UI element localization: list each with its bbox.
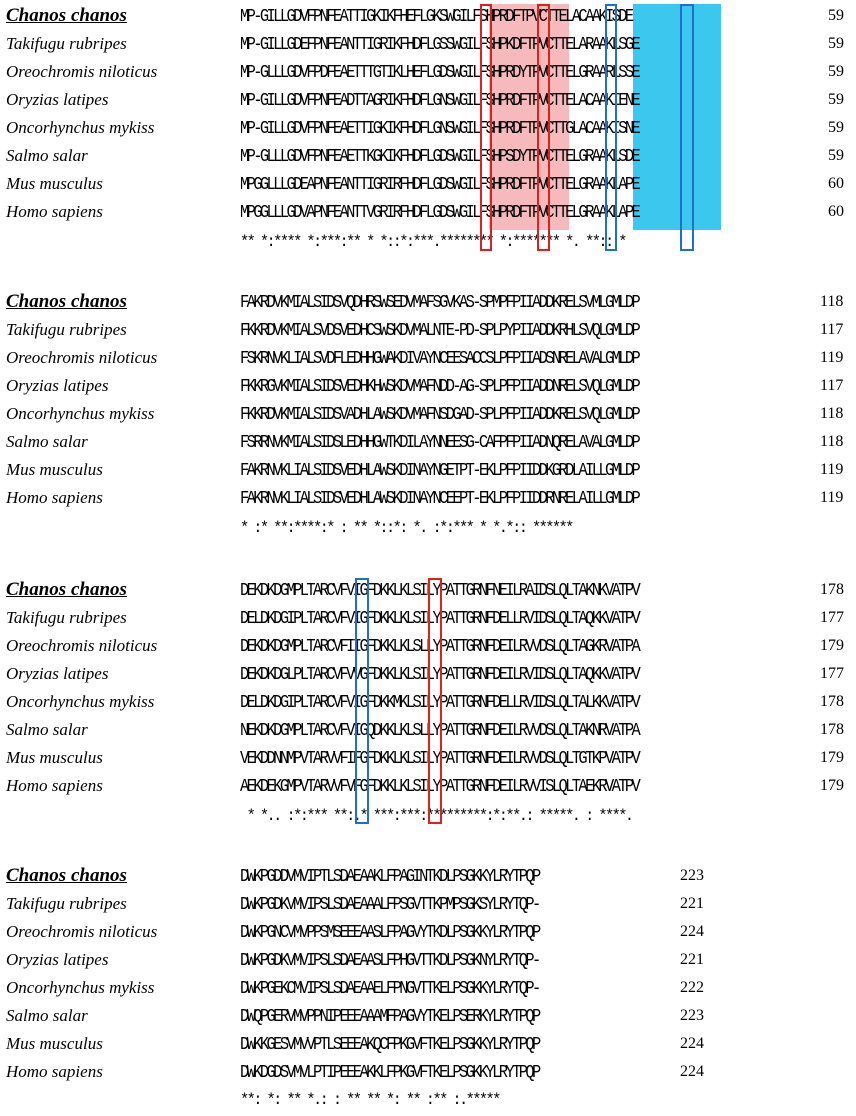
sequence: DWKPGNCVMVPPSMSEEEAASLFPAGVYTKDLPSGKKYLRYTPQP — [240, 921, 539, 943]
residue-count: 59 — [828, 147, 844, 164]
species-name: Oryzias latipes — [6, 90, 109, 109]
sequence-row — [0, 170, 856, 198]
residue-count: 118 — [820, 433, 844, 450]
residue-count: 119 — [820, 489, 844, 506]
conserved-site-box-blue — [680, 4, 694, 251]
species-name: Salmo salar — [6, 146, 88, 165]
species-name: Oryzias latipes — [6, 376, 109, 395]
species-name: Mus musculus — [6, 1034, 103, 1053]
species-name: Oncorhynchus mykiss — [6, 692, 155, 711]
species-name: Salmo salar — [6, 720, 88, 739]
species-name: Homo sapiens — [6, 488, 103, 507]
residue-count: 179 — [820, 749, 844, 766]
sequence: FAKRDVKMIALSIDSVQDHRSWSEDVMAFSGVKAS-SPMPFPIIADDKRELSVMLGMLDP — [240, 291, 639, 313]
residue-count: 60 — [828, 203, 844, 220]
sequence: FAKRNVKLIALSIDSVEDHLAWSKDINAYNCEEPT-EKLPFPIIDDRNRELAILLGMLDP — [240, 487, 639, 509]
sequence: MP-GILLGDVFPNFEATTIGKIKFHEFLGKSWGILFSHPRDFTPVCTTELACAAKISDE — [240, 5, 632, 27]
sequence-row — [0, 142, 856, 170]
sequence: DELDKDGIPLTARCVFVIGFDKKLKLSILYPATTGRNFDELLRVIDSLQLTAQKKVATPV — [240, 607, 639, 629]
sequence: DWQPGERVMVPPNIPEEEAAAMFPAGVYTKELPSERKYLRYTPQP — [240, 1005, 539, 1027]
sequence: DEKDKDGMPLTARCVFIIGFDKKLKLSLLYPATTGRNFDEILRVVDSLQLTAGKRVATPA — [240, 635, 639, 657]
sequence: DWKPGEKCMVIPSLSDAEAAELFPNGVTTKELPSGKKYLRYTQP- — [240, 977, 539, 999]
consensus-line: * *.. :*:*** **:.* ***:***:*********:*:**.: *****. : ****. — [240, 807, 632, 825]
residue-count: 119 — [820, 461, 844, 478]
species-name: Salmo salar — [6, 432, 88, 451]
species-name: Homo sapiens — [6, 202, 103, 221]
species-name: Oreochromis niloticus — [6, 636, 158, 655]
species-name: Takifugu rubripes — [6, 894, 127, 913]
residue-count: 117 — [820, 377, 844, 394]
species-name: Homo sapiens — [6, 776, 103, 795]
sequence-row — [0, 1058, 856, 1086]
species-name: Oryzias latipes — [6, 664, 109, 683]
active-site-box-red — [537, 4, 550, 251]
residue-count: 59 — [828, 7, 844, 24]
sequence: MP-GILLGDEFPNFEANTTIGRIKFHDFLGSSWGILFSHPKDFTPVCTTELARAAKLSGE — [240, 33, 639, 55]
residue-count: 177 — [820, 665, 844, 682]
sequence-row — [0, 2, 856, 30]
sequence-row — [0, 1002, 856, 1030]
species-name: Oncorhynchus mykiss — [6, 118, 155, 137]
sequence: VEKDDNNMPVTARVVFIFGFDKKLKLSILYPATTGRNFDEILRVVDSLQLTGTKPVATPV — [240, 747, 639, 769]
residue-count: 179 — [820, 777, 844, 794]
residue-count: 224 — [680, 1035, 704, 1052]
sequence: FKKRDVKMIALSIDSVADHLAWSKDVMAFNSDGAD-SPLPFPIIADDKRELSVQLGMLDP — [240, 403, 639, 425]
sequence: FKKRGVKMIALSIDSVEDHKHWSKDVMAFNDD-AG-SPLPFPIIADDNRELSVQLGMLDP — [240, 375, 639, 397]
sequence-row — [0, 974, 856, 1002]
residue-count: 178 — [820, 721, 844, 738]
sequence: NEKDKDGMPLTARCVFVIGQDKKLKLSLLYPATTGRNFDEILRVVDSLQLTAKNRVATPA — [240, 719, 639, 741]
sequence-row — [0, 288, 856, 316]
sequence-row — [0, 86, 856, 114]
species-name: Oryzias latipes — [6, 950, 109, 969]
species-name: Oreochromis niloticus — [6, 62, 158, 81]
sequence: AEKDEKGMPVTARVVFVFGFDKKLKLSILYPATTGRNFDEILRVVISLQLTAEKRVATPV — [240, 775, 639, 797]
sequence-row — [0, 114, 856, 142]
sequence: MP-GILLGDVFPNFEADTTAGRIKFHDFLGNSWGILFSHPRDFTPVCTTELACAAKIENE — [240, 89, 639, 111]
sequence-row — [0, 456, 856, 484]
sequence: FAKRNVKLIALSIDSVEDHLAWSKDINAYNGETPT-EKLPFPIIDDKGRDLAILLGMLDP — [240, 459, 639, 481]
species-name: Homo sapiens — [6, 1062, 103, 1081]
species-name: Chanos chanos — [6, 5, 127, 26]
residue-count: 221 — [680, 895, 704, 912]
species-name: Chanos chanos — [6, 865, 127, 886]
sequence-row — [0, 428, 856, 456]
consensus-line: ** *:**** *:***:** * *::*:***.******** *:******* *. **:: * — [240, 233, 625, 251]
sequence: DELDKDGIPLTARCVFVIGFDKKMKLSILYPATTGRNFDELLRVIDSLQLTALKKVATPV — [240, 691, 639, 713]
species-name: Takifugu rubripes — [6, 608, 127, 627]
sequence: FSRRNVKMIALSIDSLEDHHGWTKDILAYNNEESG-CAFPFPIIADNQRELAVALGMLDP — [240, 431, 639, 453]
residue-count: 223 — [680, 867, 704, 884]
residue-count: 59 — [828, 63, 844, 80]
species-name: Mus musculus — [6, 748, 103, 767]
sequence: FSKRNVKLIALSVDFLEDHHGWAKDIVAYNCEESACCSLPFPIIADSNRELAVALGMLDP — [240, 347, 639, 369]
residue-count: 59 — [828, 119, 844, 136]
consensus-line: * :* **:****:* : ** *::*: *. :*:*** * *.*:: ****** — [240, 519, 572, 537]
residue-count: 59 — [828, 91, 844, 108]
sequence: DWKPGDDVMVIPTLSDAEAAKLFPAGINTKDLPSGKKYLRYTPQP — [240, 865, 539, 887]
sequence-row — [0, 918, 856, 946]
conserved-site-box-blue — [605, 4, 617, 251]
residue-count: 178 — [820, 581, 844, 598]
residue-count: 118 — [820, 293, 844, 310]
sequence-row — [0, 484, 856, 512]
residue-count: 178 — [820, 693, 844, 710]
sequence: MP-GLLLGDVFPDFEAETTTGTIKLHEFLGDSWGILFSHPRDYTPVCTTELGRAARLSSE — [240, 61, 639, 83]
species-name: Salmo salar — [6, 1006, 88, 1025]
species-name: Chanos chanos — [6, 579, 127, 600]
sequence-row — [0, 400, 856, 428]
residue-count: 117 — [820, 321, 844, 338]
residue-count: 119 — [820, 349, 844, 366]
species-name: Oncorhynchus mykiss — [6, 978, 155, 997]
sequence-row — [0, 30, 856, 58]
sequence: MPGGLLLGDEAPNFEANTTIGRIRFHDFLGDSWGILFSHPRDFTPVCTTELGRAAKLAPE — [240, 173, 639, 195]
species-name: Oreochromis niloticus — [6, 348, 158, 367]
sequence-row — [0, 344, 856, 372]
sequence-row — [0, 58, 856, 86]
species-name: Oreochromis niloticus — [6, 922, 158, 941]
sequence: DWKDGDSVMVLPTIPEEEAKKLFPKGVFTKELPSGKKYLRYTPQP — [240, 1061, 539, 1083]
sequence: DWKPGDKVMVIPSLSDAEAAALFPSGVTTKPMPSGKSYLRYTQP- — [240, 893, 539, 915]
residue-count: 118 — [820, 405, 844, 422]
sequence-row — [0, 946, 856, 974]
residue-count: 59 — [828, 35, 844, 52]
species-name: Takifugu rubripes — [6, 34, 127, 53]
residue-count: 179 — [820, 637, 844, 654]
sequence-row — [0, 372, 856, 400]
sequence-row — [0, 862, 856, 890]
sequence: MP-GILLGDVFPNFEAETTIGKIKFHDFLGNSWGILFSHPRDFTPVCTTGLACAAKISNE — [240, 117, 639, 139]
sequence: DEKDKDGLPLTARCVFVVGFDKKLKLSILYPATTGRNFDEILRVIDSLQLTAQKKVATPV — [240, 663, 639, 685]
residue-count: 224 — [680, 923, 704, 940]
residue-count: 177 — [820, 609, 844, 626]
residue-count: 222 — [680, 979, 704, 996]
sequence-row — [0, 1030, 856, 1058]
species-name: Mus musculus — [6, 174, 103, 193]
consensus-line: **: *: ** *.: : ** ** *: ** :** :.***** — [240, 1091, 499, 1109]
active-site-box-red — [480, 4, 492, 251]
residue-count: 221 — [680, 951, 704, 968]
species-name: Takifugu rubripes — [6, 320, 127, 339]
sequence-row — [0, 316, 856, 344]
sequence: DWKKGESVMVVPTLSEEEAKQCFPKGVFTKELPSGKKYLRYTPQP — [240, 1033, 539, 1055]
active-site-box-red — [428, 578, 442, 824]
sequence-row — [0, 890, 856, 918]
species-name: Chanos chanos — [6, 291, 127, 312]
residue-count: 224 — [680, 1063, 704, 1080]
species-name: Oncorhynchus mykiss — [6, 404, 155, 423]
sequence: MPGGLLLGDVAPNFEANTTVGRIRFHDFLGDSWGILFSHPRDFTPVCTTELGRAAKLAPE — [240, 201, 639, 223]
sequence: DWKPGDKVMVIPSLSDAEAASLFPHGVTTKDLPSGKNYLRYTQP- — [240, 949, 539, 971]
residue-count: 60 — [828, 175, 844, 192]
species-name: Mus musculus — [6, 460, 103, 479]
sequence: FKKRDVKMIALSVDSVEDHCSWSKDVMALNTE-PD-SPLPYPIIADDKRHLSVQLGMLDP — [240, 319, 639, 341]
sequence: MP-GLLLGDVFPNFEAETTKGKIKFHDFLGDSWGILFSHPSDYTPVCTTELGRAAKLSDE — [240, 145, 639, 167]
conserved-site-box-blue — [355, 578, 369, 824]
residue-count: 223 — [680, 1007, 704, 1024]
sequence: DEKDKDGMPLTARCVFVIGFDKKLKLSILYPATTGRNFNEILRAIDSLQLTAKNKVATPV — [240, 579, 639, 601]
sequence-row — [0, 198, 856, 226]
